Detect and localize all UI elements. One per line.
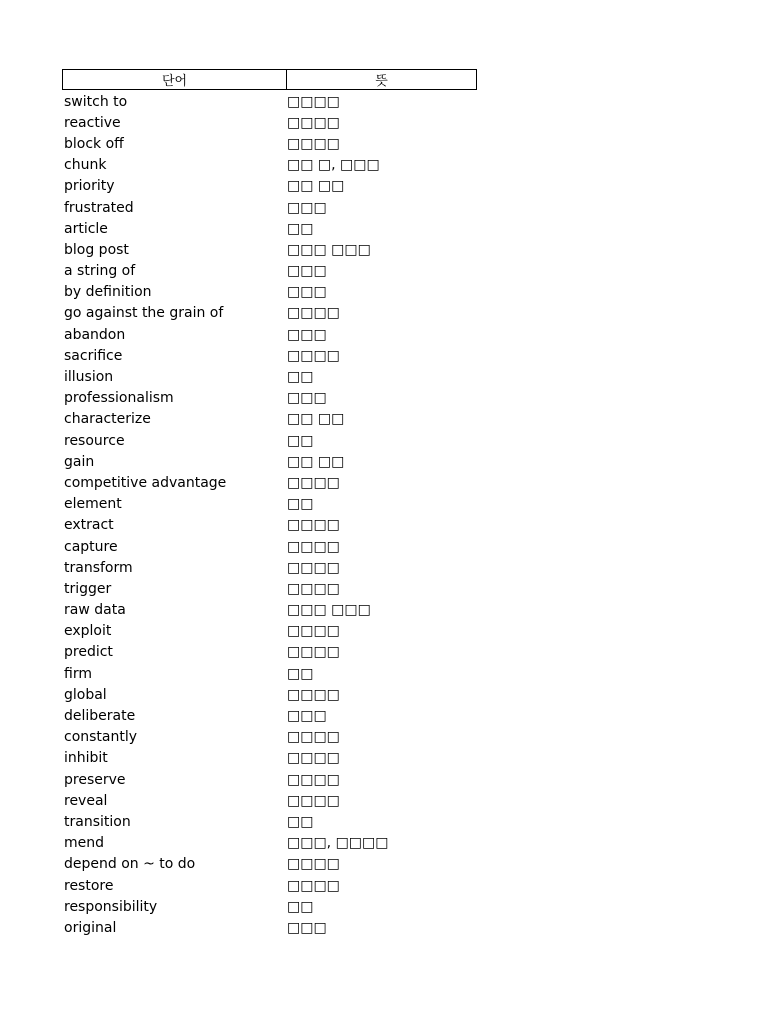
table-row (62, 811, 477, 832)
meaning-cell: □□□□ (287, 856, 340, 873)
meaning-cell: □□□ (287, 326, 327, 343)
meaning-cell: □□ (287, 665, 314, 682)
table-row (62, 324, 477, 345)
meaning-cell: □□□ (287, 708, 327, 725)
word-cell: sacrifice (64, 347, 123, 364)
meaning-cell: □□□ □□□ (287, 602, 371, 619)
word-cell: a string of (64, 263, 136, 280)
meaning-cell: □□ □, □□□ (287, 157, 380, 174)
meaning-cell: □□ (287, 496, 314, 513)
meaning-cell: □□□□ (287, 538, 340, 555)
word-cell: responsibility (64, 898, 158, 915)
table-row (62, 748, 477, 769)
table-row (62, 833, 477, 854)
meaning-cell: □□□ (287, 199, 327, 216)
meaning-cell: □□□□ (287, 580, 340, 597)
meaning-cell: □□□ (287, 263, 327, 280)
word-cell: original (64, 919, 117, 936)
word-cell: global (64, 686, 107, 703)
word-cell: firm (64, 665, 92, 682)
meaning-cell: □□ □□ (287, 178, 345, 195)
word-cell: reveal (64, 792, 108, 809)
word-cell: reactive (64, 114, 121, 131)
meaning-cell: □□ (287, 813, 314, 830)
table-row (62, 430, 477, 451)
table-row (62, 494, 477, 515)
table-row (62, 790, 477, 811)
meaning-cell: □□□□ (287, 93, 340, 110)
meaning-cell: □□□ (287, 919, 327, 936)
table-row (62, 366, 477, 387)
word-cell: extract (64, 517, 114, 534)
meaning-cell: □□□□ (287, 305, 340, 322)
table-row (62, 388, 477, 409)
meaning-cell: □□□□ (287, 877, 340, 894)
word-cell: competitive advantage (64, 474, 227, 491)
table-row (62, 727, 477, 748)
word-cell: deliberate (64, 708, 136, 725)
meaning-cell: □□□□ (287, 792, 340, 809)
table-row (62, 239, 477, 260)
table-row (62, 155, 477, 176)
table-row (62, 112, 477, 133)
header-word: 단어 (63, 70, 287, 89)
table-row (62, 875, 477, 896)
word-cell: chunk (64, 157, 107, 174)
meaning-cell: □□□ □□□ (287, 241, 371, 258)
table-row (62, 536, 477, 557)
meaning-cell: □□ □□ (287, 453, 345, 470)
word-cell: predict (64, 644, 113, 661)
table-row (62, 515, 477, 536)
meaning-cell: □□□□ (287, 686, 340, 703)
word-cell: exploit (64, 623, 112, 640)
word-cell: priority (64, 178, 115, 195)
table-row (62, 769, 477, 790)
table-row (62, 557, 477, 578)
meaning-cell: □□□□ (287, 559, 340, 576)
table-row (62, 133, 477, 154)
table-row (62, 642, 477, 663)
word-cell: characterize (64, 411, 151, 428)
word-cell: illusion (64, 369, 114, 386)
meaning-cell: □□ □□ (287, 411, 345, 428)
word-cell: constantly (64, 729, 138, 746)
table-row (62, 303, 477, 324)
table-row (62, 197, 477, 218)
word-cell: raw data (64, 602, 126, 619)
word-cell: gain (64, 453, 95, 470)
header-meaning: 뜻 (375, 74, 388, 89)
meaning-cell: □□□□ (287, 474, 340, 491)
table-row (62, 578, 477, 599)
table-row (62, 705, 477, 726)
meaning-cell: □□□ (287, 284, 327, 301)
table-header-row (62, 69, 477, 90)
word-cell: mend (64, 835, 105, 852)
table-row (62, 345, 477, 366)
table-row (62, 91, 477, 112)
table-row (62, 684, 477, 705)
meaning-cell: □□□□ (287, 771, 340, 788)
table-row (62, 176, 477, 197)
table-row (62, 472, 477, 493)
meaning-cell: □□□□ (287, 729, 340, 746)
table-row (62, 917, 477, 938)
word-cell: element (64, 496, 122, 513)
table-row (62, 663, 477, 684)
table-row (62, 282, 477, 303)
word-cell: restore (64, 877, 114, 894)
table-body (62, 90, 477, 939)
word-cell: blog post (64, 241, 129, 258)
word-cell: inhibit (64, 750, 108, 767)
meaning-cell: □□□□ (287, 623, 340, 640)
word-cell: trigger (64, 580, 112, 597)
meaning-cell: □□ (287, 220, 314, 237)
meaning-cell: □□□□ (287, 347, 340, 364)
word-cell: depend on ~ to do (64, 856, 196, 873)
table-row (62, 451, 477, 472)
meaning-cell: □□ (287, 432, 314, 449)
word-cell: capture (64, 538, 118, 555)
vocabulary-table (62, 69, 477, 939)
meaning-cell: □□ (287, 898, 314, 915)
meaning-cell: □□ (287, 369, 314, 386)
meaning-cell: □□□□ (287, 135, 340, 152)
word-cell: go against the grain of (64, 305, 224, 322)
table-row (62, 261, 477, 282)
word-cell: transform (64, 559, 133, 576)
word-cell: resource (64, 432, 125, 449)
meaning-cell: □□□□ (287, 750, 340, 767)
word-cell: preserve (64, 771, 126, 788)
meaning-cell: □□□□ (287, 517, 340, 534)
word-cell: switch to (64, 93, 128, 110)
word-cell: abandon (64, 326, 126, 343)
word-cell: by definition (64, 284, 152, 301)
meaning-cell: □□□ (287, 390, 327, 407)
table-row (62, 218, 477, 239)
table-row (62, 600, 477, 621)
word-cell: transition (64, 813, 131, 830)
meaning-cell: □□□□ (287, 644, 340, 661)
meaning-cell: □□□□ (287, 114, 340, 131)
table-row (62, 896, 477, 917)
table-row (62, 621, 477, 642)
word-cell: frustrated (64, 199, 134, 216)
table-row (62, 409, 477, 430)
meaning-cell: □□□, □□□□ (287, 835, 389, 852)
table-row (62, 854, 477, 875)
word-cell: professionalism (64, 390, 174, 407)
word-cell: block off (64, 135, 124, 152)
word-cell: article (64, 220, 108, 237)
